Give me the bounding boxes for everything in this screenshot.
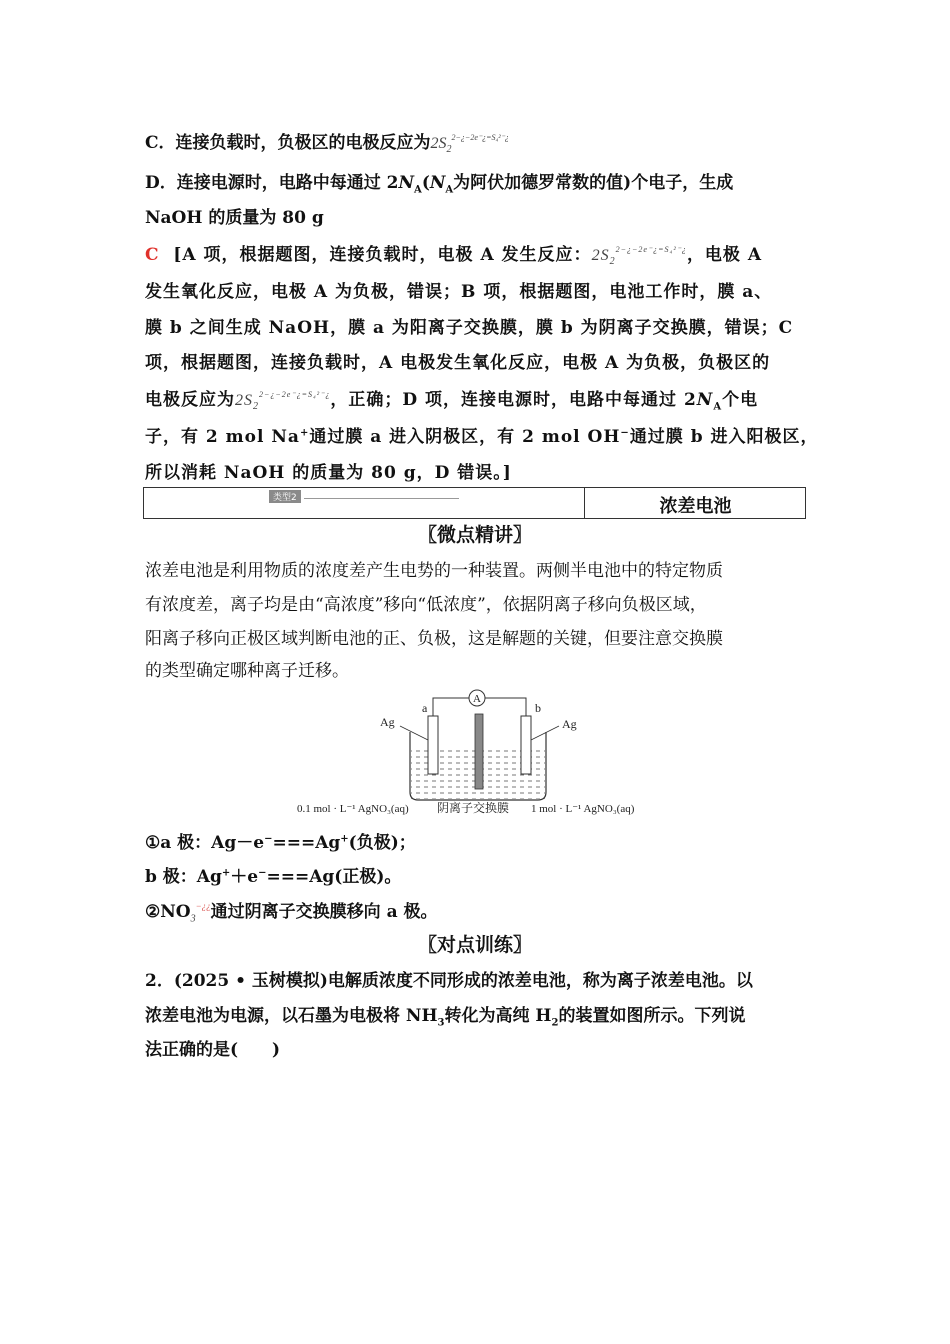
ammeter-icon: [469, 690, 485, 706]
point-3: $②NO_3^{-¿¿}$通过阴离子交换膜移向 a 极。: [145, 901, 438, 925]
question-line-2: 浓差电池为电源，以石墨为电极将 $NH_3$转化为高纯 $H_2$的装置如图所示。下列说: [145, 1006, 746, 1029]
answer-line-6: 子，有 2 mol Na+通过膜 a 进入阴极区，有 2 mol OH−通过膜 b 进入阳极区，: [145, 427, 819, 447]
answer-letter: C: [145, 245, 160, 265]
answer-line-4: 项，根据题图，连接负载时，A 电极发生氧化反应，电极 A 为负极，负极区的: [145, 353, 771, 373]
type-tag-line: [304, 498, 459, 499]
option-c-formula: $2S_2^{2-¿-2e^-¿=S_4^{2-}¿}$: [430, 133, 509, 156]
membrane-label: 阴离子交换膜: [437, 801, 510, 815]
concentration-cell-diagram: [295, 688, 660, 818]
option-d-line1: D．连接电源时，电路中每通过 $2N_A(N_A$为阿伏加德罗常数的值)个电子，生成: [145, 173, 734, 196]
option-d-line2: NaOH 的质量为 80 g: [145, 208, 324, 228]
para-line-1: 浓差电池是利用物质的浓度差产生电势的一种装置。两侧半电池中的特定物质: [145, 561, 723, 581]
para-line-2: 有浓度差，离子均是由“高浓度”移向“低浓度”，依据阴离子移向负极区域，: [145, 595, 707, 615]
left-solution-label: 0.1 mol · L⁻¹ AgNO₃(aq): [297, 803, 409, 815]
membrane: [475, 714, 483, 789]
option-c: [145, 128, 509, 155]
answer-line-1: C [A 项，根据题图，连接负载时，电极 A 发生反应：$2S_2^{2-¿-2e^-¿=S_4^{2-}¿}$，电极 A: [145, 245, 763, 268]
label-a: a: [422, 701, 428, 715]
electrode-b: [521, 716, 531, 774]
label-b: b: [535, 701, 541, 715]
section-heading-practice: 〖对点训练〗: [417, 934, 532, 956]
type-title: 浓差电池: [659, 496, 732, 517]
point-2: b 极：Ag+＋e−===Ag(正极)。: [145, 867, 402, 887]
electrode-a: [428, 716, 438, 774]
option-c-label: C．连接负载时，负极区的电极反应为: [145, 133, 431, 153]
answer-line-2: 发生氧化反应，电极 A 为负极，错误；B 项，根据题图，电池工作时，膜 a、: [145, 282, 773, 302]
question-line-1: 2．(2025 • 玉树模拟)电解质浓度不同形成的浓差电池，称为离子浓差电池。以: [145, 971, 753, 991]
type-tag: 类型2: [269, 490, 301, 503]
svg-text:A: A: [473, 693, 481, 705]
para-line-4: 的类型确定哪种离子迁移。: [145, 661, 349, 681]
left-ag-label: Ag: [380, 715, 395, 729]
type-box: [143, 487, 806, 519]
answer-line-3: 膜 b 之间生成 NaOH，膜 a 为阳离子交换膜，膜 b 为阴离子交换膜，错误；C: [145, 318, 794, 338]
right-ag-label: Ag: [562, 717, 577, 731]
right-solution-label: 1 mol · L⁻¹ AgNO₃(aq): [531, 803, 635, 815]
question-line-3: 法正确的是( ): [145, 1040, 281, 1060]
section-heading-concepts: 〖微点精讲〗: [417, 524, 532, 546]
answer-line-5: 电极反应为$2S_2^{2-¿-2e^-¿=S_4^{2-}¿}$，正确；D 项，连接电源时，电路中每通过 $2N_A$个电: [145, 390, 759, 413]
answer-line-7: 所以消耗 NaOH 的质量为 80 g，D 错误。]: [145, 463, 512, 483]
para-line-3: 阳离子移向正极区域判断电池的正、负极，这是解题的关键，但要注意交换膜: [145, 629, 723, 649]
point-1: ①a 极：Ag－e−===Ag+(负极)；: [145, 833, 416, 853]
